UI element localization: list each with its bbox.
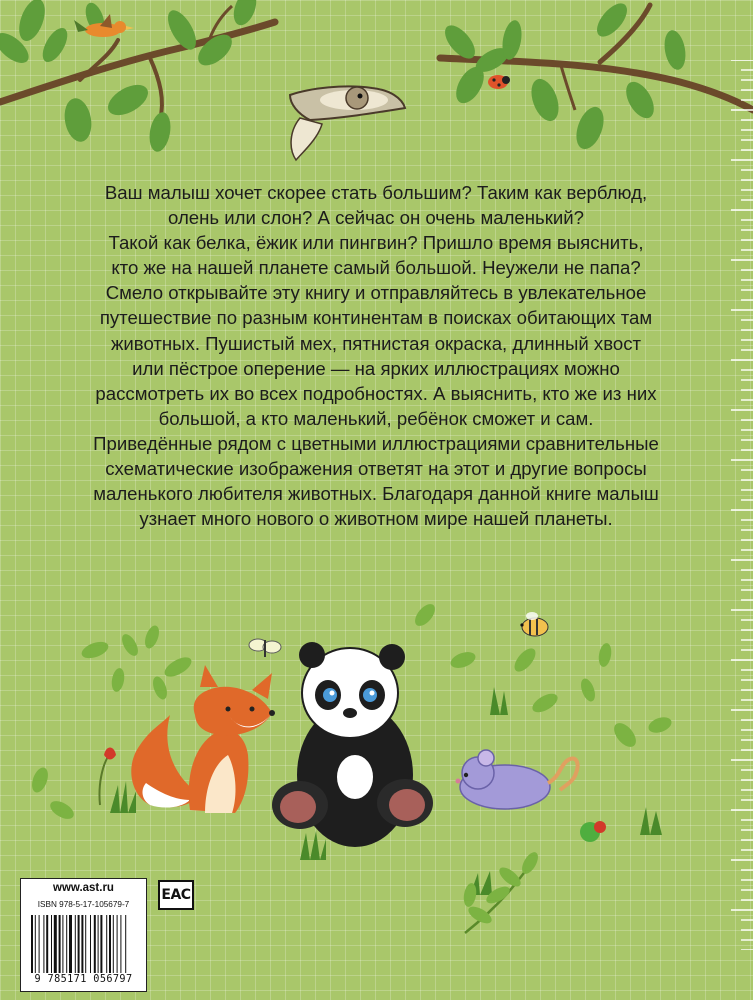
imprint-box xyxy=(20,878,147,992)
barcode-bar xyxy=(39,915,40,973)
bee-icon xyxy=(520,612,548,636)
barcode-bar xyxy=(75,915,76,973)
description-line: кто же на нашей планете самый большой. Неужели не папа? xyxy=(111,257,641,279)
flower-icon xyxy=(99,748,116,806)
apple-icon xyxy=(580,821,606,842)
barcode-bar xyxy=(78,915,80,973)
barcode-bar xyxy=(117,915,118,973)
barcode-bar xyxy=(106,915,107,973)
publisher-website: www.ast.ru xyxy=(53,882,114,894)
isbn-number: ISBN 978-5-17-105679-7 xyxy=(37,900,130,909)
description-line: большой, а кто маленький, ребёнок сможет и сам. xyxy=(158,407,594,429)
barcode xyxy=(29,915,139,973)
mouse-icon xyxy=(456,750,578,809)
barcode-bar xyxy=(62,915,63,973)
barcode-bar xyxy=(90,915,91,973)
description-line: олень или слон? А сейчас он очень маленький? xyxy=(168,207,584,229)
barcode-bar xyxy=(81,915,83,973)
description-line: Ваш малыш хочет скорее стать большим? Таким как верблюд, xyxy=(104,182,648,203)
description-line: рассмотреть их во всех подробностях. А выяснить, кто же из них xyxy=(95,382,657,404)
description-line: Такой как белка, ёжик или пингвин? Пришло время выяснить, xyxy=(108,232,644,254)
leaf-icon xyxy=(0,0,261,153)
ladybug-icon xyxy=(488,75,510,89)
barcode-bar xyxy=(85,915,86,973)
eac-mark-text: EAC xyxy=(161,887,191,903)
barcode-bar xyxy=(31,915,33,973)
barcode-bar xyxy=(109,915,111,973)
barcode-bar xyxy=(125,915,126,973)
barcode-bar xyxy=(35,915,36,973)
barcode-bar xyxy=(94,915,96,973)
barcode-bar xyxy=(54,915,57,973)
barcode-bar xyxy=(59,915,61,973)
branch-icon xyxy=(462,850,541,933)
barcode-bar xyxy=(69,915,72,973)
barcode-bar xyxy=(100,915,102,973)
barcode-bar xyxy=(66,915,67,973)
panda-icon xyxy=(272,642,433,847)
flying-squirrel-icon xyxy=(290,86,405,160)
description-line: путешествие по разным континентам в поисках обитающих там xyxy=(99,307,653,329)
description-line: схематические изображения ответят на этот и другие вопросы xyxy=(105,458,647,480)
eac-certification-mark xyxy=(158,880,194,910)
barcode-bar xyxy=(113,915,114,973)
barcode-bar xyxy=(43,915,44,973)
barcode-bar xyxy=(98,915,99,973)
butterfly-icon xyxy=(249,639,281,657)
bird-icon xyxy=(74,14,134,37)
barcode-bar xyxy=(46,915,48,973)
description-line: Приведённые рядом с цветными иллюстрациями сравнительные xyxy=(93,432,659,454)
description-text xyxy=(55,180,697,531)
barcode-bar xyxy=(51,915,52,973)
description-line: маленького любителя животных. Благодаря данной книге малыш xyxy=(93,483,659,505)
description-line: узнает много нового о животном мире нашей планеты. xyxy=(139,508,613,530)
barcode-bar xyxy=(120,915,121,973)
description-line: животных. Пушистый мех, пятнистая окраска, длинный хвост xyxy=(110,332,642,354)
description-line: или пёстрое оперение — на ярких иллюстрациях можно xyxy=(132,357,620,379)
fox-icon xyxy=(131,665,275,813)
description-line: Смело открывайте эту книгу и отправляйтесь в увлекательное xyxy=(105,282,647,304)
top-illustration xyxy=(0,0,753,175)
barcode-number: 9 785171 056797 xyxy=(34,974,133,985)
